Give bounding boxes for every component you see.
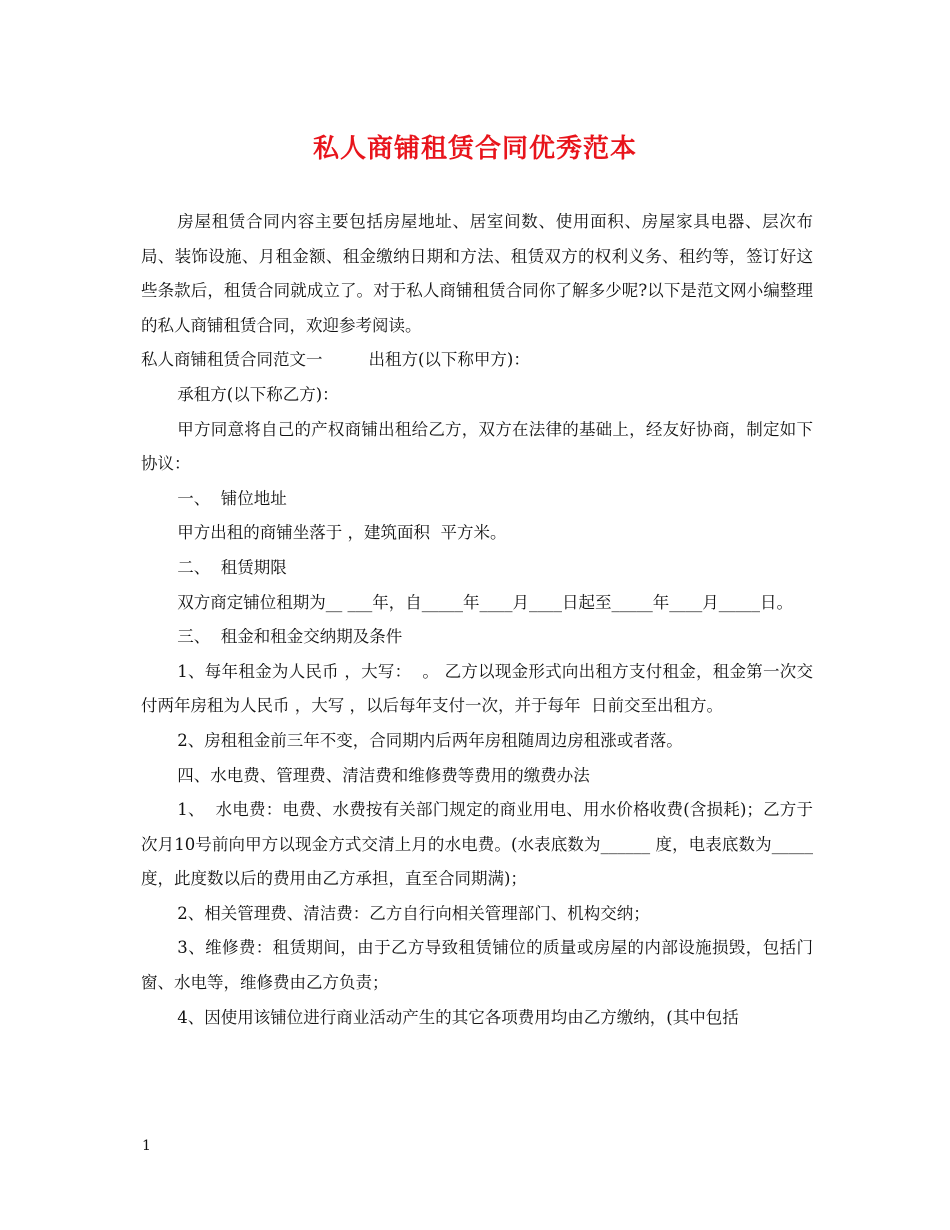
section-3-heading: 三、 租金和租金交纳期及条件 [177, 627, 403, 647]
section-1-heading: 一、 铺位地址 [177, 488, 287, 508]
document-title: 私人商铺租赁合同优秀范本 [312, 134, 637, 164]
section-2-text: 双方商定铺位租期为__ ___年，自_____年____月____日起至_____年____月_____日。 [177, 592, 794, 612]
section-4-item-3: 3、维修费：租赁期间，由于乙方导致租赁铺位的质量或房屋的内部设施损毁，包括门窗、水电等，维修费由乙方负责； [141, 938, 813, 993]
section-4-item-2: 2、相关管理费、清洁费：乙方自行向相关管理部门、机构交纳； [177, 903, 650, 923]
document-body [141, 205, 819, 1035]
lessor-line: 出租方(以下称甲方)： [368, 350, 530, 370]
sample-heading-line [141, 343, 813, 378]
lessee-line: 承租方(以下称乙方)： [177, 384, 339, 404]
section-1-text: 甲方出租的商铺坐落于 ，建筑面积 平方米。 [177, 523, 507, 543]
sample-heading: 私人商铺租赁合同范文一 [141, 350, 323, 370]
intro-paragraph: 房屋租赁合同内容主要包括房屋地址、居室间数、使用面积、房屋家具电器、层次布局、装饰设施、月租金额、租金缴纳日期和方法、租赁双方的权利义务、租约等，签订好这些条款后，租赁合同就成立了。对于私人商铺租赁合同你了解多少呢?以下是范文网小编整理的私人商铺租赁合同，欢迎参考阅读。 [141, 212, 813, 335]
section-4-item-1: 1、 水电费：电费、水费按有关部门规定的商业用电、用水价格收费(含损耗)；乙方于次月10号前向甲方以现金方式交清上月的水电费。(水表底数为______ 度，电表底数为_____ 度，此度数以后的费用由乙方承担，直至合同期满)； [141, 800, 819, 889]
agreement-paragraph: 甲方同意将自己的产权商铺出租给乙方，双方在法律的基础上，经友好协商，制定如下协议： [141, 419, 813, 474]
section-2-heading: 二、 租赁期限 [177, 557, 287, 577]
section-4-heading: 四、水电费、管理费、清洁费和维修费等费用的缴费办法 [177, 765, 590, 785]
section-4-item-4: 4、因使用该铺位进行商业活动产生的其它各项费用均由乙方缴纳，(其中包括 [177, 1007, 739, 1027]
section-3-item-1: 1、每年租金为人民币 ，大写： 。 乙方以现金形式向出租方支付租金，租金第一次交付两年房租为人民币 ，大写 ，以后每年支付一次，并于每年 日前交至出租方。 [141, 661, 813, 716]
section-3-item-2: 2、房租租金前三年不变，合同期内后两年房租随周边房租涨或者落。 [177, 730, 683, 750]
page-number: 1 [142, 1138, 151, 1154]
